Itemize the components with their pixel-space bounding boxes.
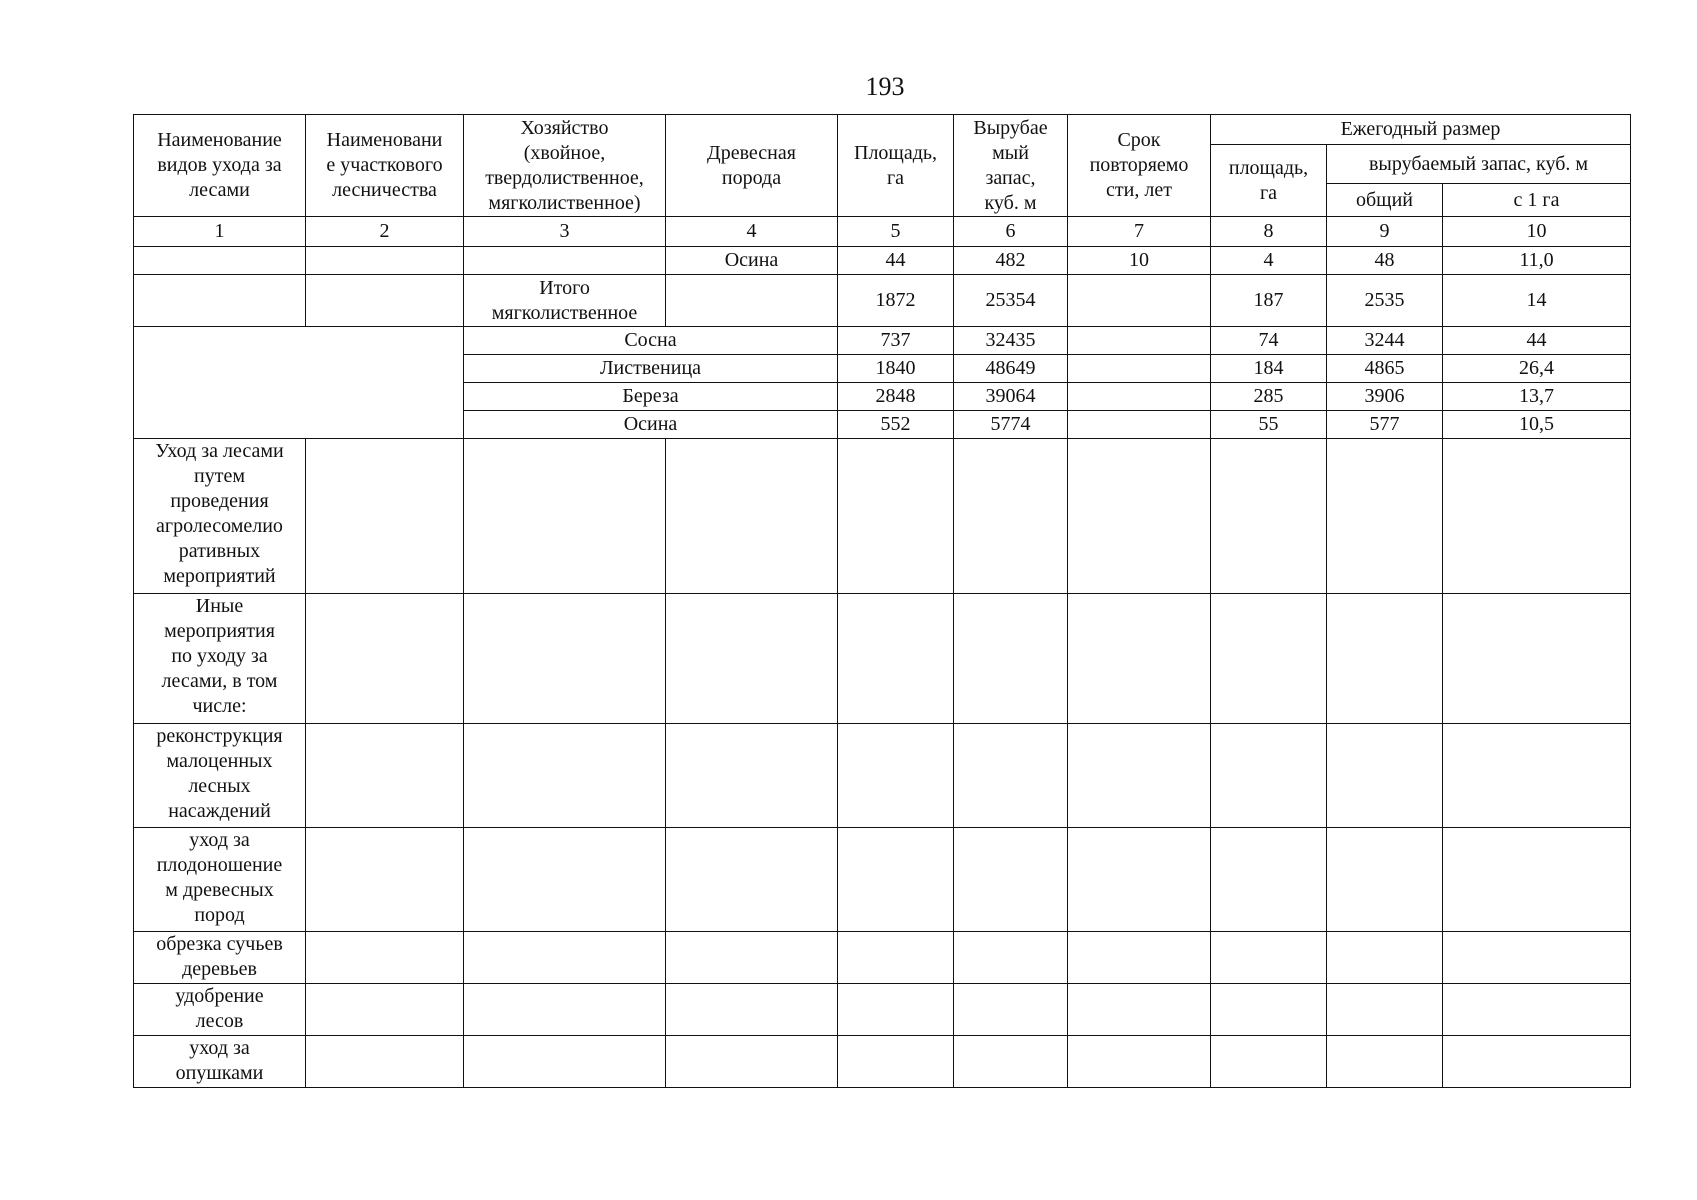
cell-volume: 5774 [954, 411, 1068, 439]
cell-text-line: Площадь, [854, 141, 937, 164]
table-cell [464, 828, 666, 932]
cell-text-line: лесных [188, 775, 251, 797]
page-number: 193 [865, 72, 905, 101]
cell-text-line: мый [992, 141, 1029, 164]
forest-care-table [133, 114, 1631, 1088]
table-cell [1443, 984, 1631, 1036]
table-cell [1327, 932, 1443, 984]
table-cell [1327, 439, 1443, 594]
table-cell [464, 984, 666, 1036]
table-cell [1068, 932, 1211, 984]
header-annual-size: Ежегодный размер [1211, 115, 1631, 145]
table-cell [1211, 594, 1327, 724]
cell-text-line: лесничества [332, 179, 437, 201]
total-row [134, 275, 1631, 327]
cell-text-line: обрезка сучьев [156, 933, 283, 955]
cell-volume: 48649 [954, 355, 1068, 383]
cell-area: 737 [838, 327, 954, 355]
cell-area: 1872 [838, 275, 954, 327]
table-cell [1068, 383, 1211, 411]
table-cell [838, 724, 954, 828]
column-number: 4 [666, 217, 838, 247]
table-cell [1327, 828, 1443, 932]
table-cell [306, 275, 464, 327]
table-cell [954, 724, 1068, 828]
cell-annual-area: 74 [1211, 327, 1327, 355]
cell-annual-area: 4 [1211, 247, 1327, 275]
column-number: 2 [306, 217, 464, 247]
cell-care-type [134, 439, 306, 594]
cell-annual-total: 48 [1327, 247, 1443, 275]
cell-text-line: мягколиственное [491, 301, 638, 324]
table-cell [306, 1036, 464, 1088]
table-cell [1068, 594, 1211, 724]
table-cell [954, 984, 1068, 1036]
table-cell [134, 247, 306, 275]
cell-care-type [134, 984, 306, 1036]
table-cell [1211, 439, 1327, 594]
table-cell [306, 984, 464, 1036]
header-volume-per-ha: с 1 га [1443, 184, 1631, 217]
table-cell [1211, 984, 1327, 1036]
cell-text-line: Древесная [707, 141, 796, 164]
table-cell [1443, 594, 1631, 724]
table-cell [306, 247, 464, 275]
cell-text-line: твердолиственное, [485, 166, 644, 189]
table-cell [954, 932, 1068, 984]
table-cell [666, 724, 838, 828]
column-number: 9 [1327, 217, 1443, 247]
cell-text-line: мероприятий [163, 565, 276, 587]
cell-text-line: удобрение [175, 985, 264, 1007]
table-cell [838, 828, 954, 932]
table-cell [838, 1036, 954, 1088]
cell-text-line: лесов [195, 1010, 244, 1032]
table-row [134, 247, 1631, 275]
cell-annual-per-ha: 13,7 [1443, 383, 1631, 411]
column-number: 6 [954, 217, 1068, 247]
cell-period: 10 [1068, 247, 1211, 275]
table-cell [464, 247, 666, 275]
table-cell [838, 932, 954, 984]
cell-text-line: Наименование [157, 129, 282, 151]
cell-text-line: уход за [189, 829, 250, 851]
cell-text-line: опушками [175, 1062, 264, 1084]
table-cell [666, 828, 838, 932]
cell-species: Сосна [464, 327, 838, 355]
column-number: 1 [134, 217, 306, 247]
table-cell [1068, 355, 1211, 383]
cell-annual-per-ha: 44 [1443, 327, 1631, 355]
cell-text-line: Наименовани [326, 129, 443, 151]
table-cell [666, 439, 838, 594]
cell-text-line: насаждений [168, 800, 271, 822]
cell-annual-per-ha: 10,5 [1443, 411, 1631, 439]
table-cell [306, 932, 464, 984]
cell-text-line: деревьев [182, 958, 257, 980]
table-cell [1443, 724, 1631, 828]
header-area [838, 115, 954, 217]
table-cell [1443, 828, 1631, 932]
cell-volume: 25354 [954, 275, 1068, 327]
table-cell [954, 439, 1068, 594]
cell-annual-total: 3244 [1327, 327, 1443, 355]
table-cell [1211, 932, 1327, 984]
header-volume-total: общий [1327, 184, 1443, 217]
cell-annual-total: 2535 [1327, 275, 1443, 327]
table-cell [838, 984, 954, 1036]
column-number: 7 [1068, 217, 1211, 247]
cell-annual-total: 3906 [1327, 383, 1443, 411]
cell-annual-area: 285 [1211, 383, 1327, 411]
table-cell [838, 439, 954, 594]
table-cell [1211, 1036, 1327, 1088]
table-cell [1068, 1036, 1211, 1088]
header-care-type [134, 115, 306, 217]
cell-care-type [134, 594, 306, 724]
table-cell [1068, 327, 1211, 355]
column-number: 3 [464, 217, 666, 247]
cell-annual-area: 55 [1211, 411, 1327, 439]
header-repeat-period [1068, 115, 1211, 217]
table-cell [666, 1036, 838, 1088]
table-cell [464, 724, 666, 828]
care-type-row [134, 984, 1631, 1036]
header-row [134, 115, 1631, 145]
table-cell [1068, 439, 1211, 594]
table-cell [306, 828, 464, 932]
table-cell [1327, 1036, 1443, 1088]
table-cell [1068, 411, 1211, 439]
cell-text-line: лесами, в том [161, 670, 278, 692]
table-cell [1211, 828, 1327, 932]
table-cell [1068, 984, 1211, 1036]
table-cell [134, 275, 306, 327]
care-type-row [134, 1036, 1631, 1088]
table-cell [464, 594, 666, 724]
table-cell [666, 275, 838, 327]
cell-species: Береза [464, 383, 838, 411]
cell-care-type [134, 828, 306, 932]
column-number: 10 [1443, 217, 1631, 247]
table-cell [1068, 828, 1211, 932]
cell-text-line: мероприятия [164, 620, 275, 642]
table-cell [1443, 1036, 1631, 1088]
cell-text-line: Срок [1117, 129, 1161, 151]
cell-care-type [134, 1036, 306, 1088]
care-type-row [134, 932, 1631, 984]
cell-text-line: мягколиственное) [488, 191, 641, 214]
cell-text-line: путем [194, 465, 245, 487]
cell-area: 552 [838, 411, 954, 439]
column-number-row [134, 217, 1631, 247]
cell-volume: 39064 [954, 383, 1068, 411]
care-type-row [134, 724, 1631, 828]
cell-area: 2848 [838, 383, 954, 411]
cell-text-line: (хвойное, [523, 141, 606, 164]
header-annual-area [1211, 145, 1327, 217]
table-cell [1443, 932, 1631, 984]
table-cell [1327, 984, 1443, 1036]
header-economy [464, 115, 666, 217]
table-cell [464, 1036, 666, 1088]
table-cell [666, 594, 838, 724]
cell-text-line: Вырубае [973, 116, 1048, 139]
cell-text-line: повторяемо [1089, 154, 1189, 176]
table-cell [306, 439, 464, 594]
table-cell [1068, 275, 1211, 327]
cell-text-line: Итого [539, 276, 590, 299]
cell-care-type [134, 724, 306, 828]
table-cell [306, 724, 464, 828]
cell-text-line: га [1259, 181, 1278, 204]
cell-text-line: по уходу за [171, 645, 268, 667]
header-species [666, 115, 838, 217]
cell-text-line: площадь, [1228, 156, 1309, 179]
table-cell [954, 1036, 1068, 1088]
cell-annual-per-ha: 11,0 [1443, 247, 1631, 275]
table-row [134, 327, 1631, 355]
cell-area: 44 [838, 247, 954, 275]
cell-text-line: е участкового [326, 154, 443, 176]
cell-text-line: пород [194, 904, 245, 926]
cell-annual-area: 184 [1211, 355, 1327, 383]
table-cell [1443, 439, 1631, 594]
table-cell [954, 828, 1068, 932]
cell-annual-area: 187 [1211, 275, 1327, 327]
table-cell [666, 984, 838, 1036]
care-type-row [134, 439, 1631, 594]
cell-annual-total: 4865 [1327, 355, 1443, 383]
cell-species: Осина [464, 411, 838, 439]
cell-text-line: видов ухода за [157, 154, 282, 176]
table-cell [666, 932, 838, 984]
cell-text-line: проведения [170, 490, 269, 512]
header-cut-volume [954, 115, 1068, 217]
cell-total-label [464, 275, 666, 327]
table-cell [954, 594, 1068, 724]
cell-area: 1840 [838, 355, 954, 383]
care-type-row [134, 828, 1631, 932]
cell-text-line: Хозяйство [520, 116, 609, 139]
cell-text-line: га [886, 166, 905, 189]
column-number: 8 [1211, 217, 1327, 247]
table-cell [464, 932, 666, 984]
column-number: 5 [838, 217, 954, 247]
cell-annual-per-ha: 14 [1443, 275, 1631, 327]
cell-text-line: Уход за лесами [155, 440, 284, 462]
table-cell [838, 594, 954, 724]
cell-volume: 482 [954, 247, 1068, 275]
table-cell [1327, 724, 1443, 828]
cell-text-line: м древесных [165, 879, 274, 901]
cell-text-line: реконструкция [156, 725, 283, 747]
cell-text-line: малоценных [166, 750, 273, 772]
cell-text-line: ративных [178, 540, 261, 562]
cell-text-line: лесами [189, 179, 250, 201]
cell-text-line: уход за [189, 1037, 250, 1059]
care-type-row [134, 594, 1631, 724]
cell-text-line: порода [721, 166, 782, 189]
cell-annual-total: 577 [1327, 411, 1443, 439]
cell-text-line: запас, [985, 166, 1036, 189]
table-cell [1327, 594, 1443, 724]
cell-annual-per-ha: 26,4 [1443, 355, 1631, 383]
table-cell [1211, 724, 1327, 828]
table-cell [306, 594, 464, 724]
header-annual-volume: вырубаемый запас, куб. м [1327, 145, 1631, 184]
cell-species: Осина [666, 247, 838, 275]
cell-text-line: Иные [195, 595, 244, 617]
cell-text-line: сти, лет [1106, 179, 1172, 201]
cell-text-line: куб. м [984, 191, 1037, 214]
cell-species: Лиственица [464, 355, 838, 383]
cell-text-line: плодоношение [156, 854, 283, 876]
cell-text-line: числе: [192, 695, 247, 717]
cell-care-type [134, 932, 306, 984]
header-forestry [306, 115, 464, 217]
table-cell [134, 327, 464, 439]
cell-text-line: агролесомелио [156, 515, 283, 537]
cell-volume: 32435 [954, 327, 1068, 355]
table-cell [1068, 724, 1211, 828]
table-cell [464, 439, 666, 594]
